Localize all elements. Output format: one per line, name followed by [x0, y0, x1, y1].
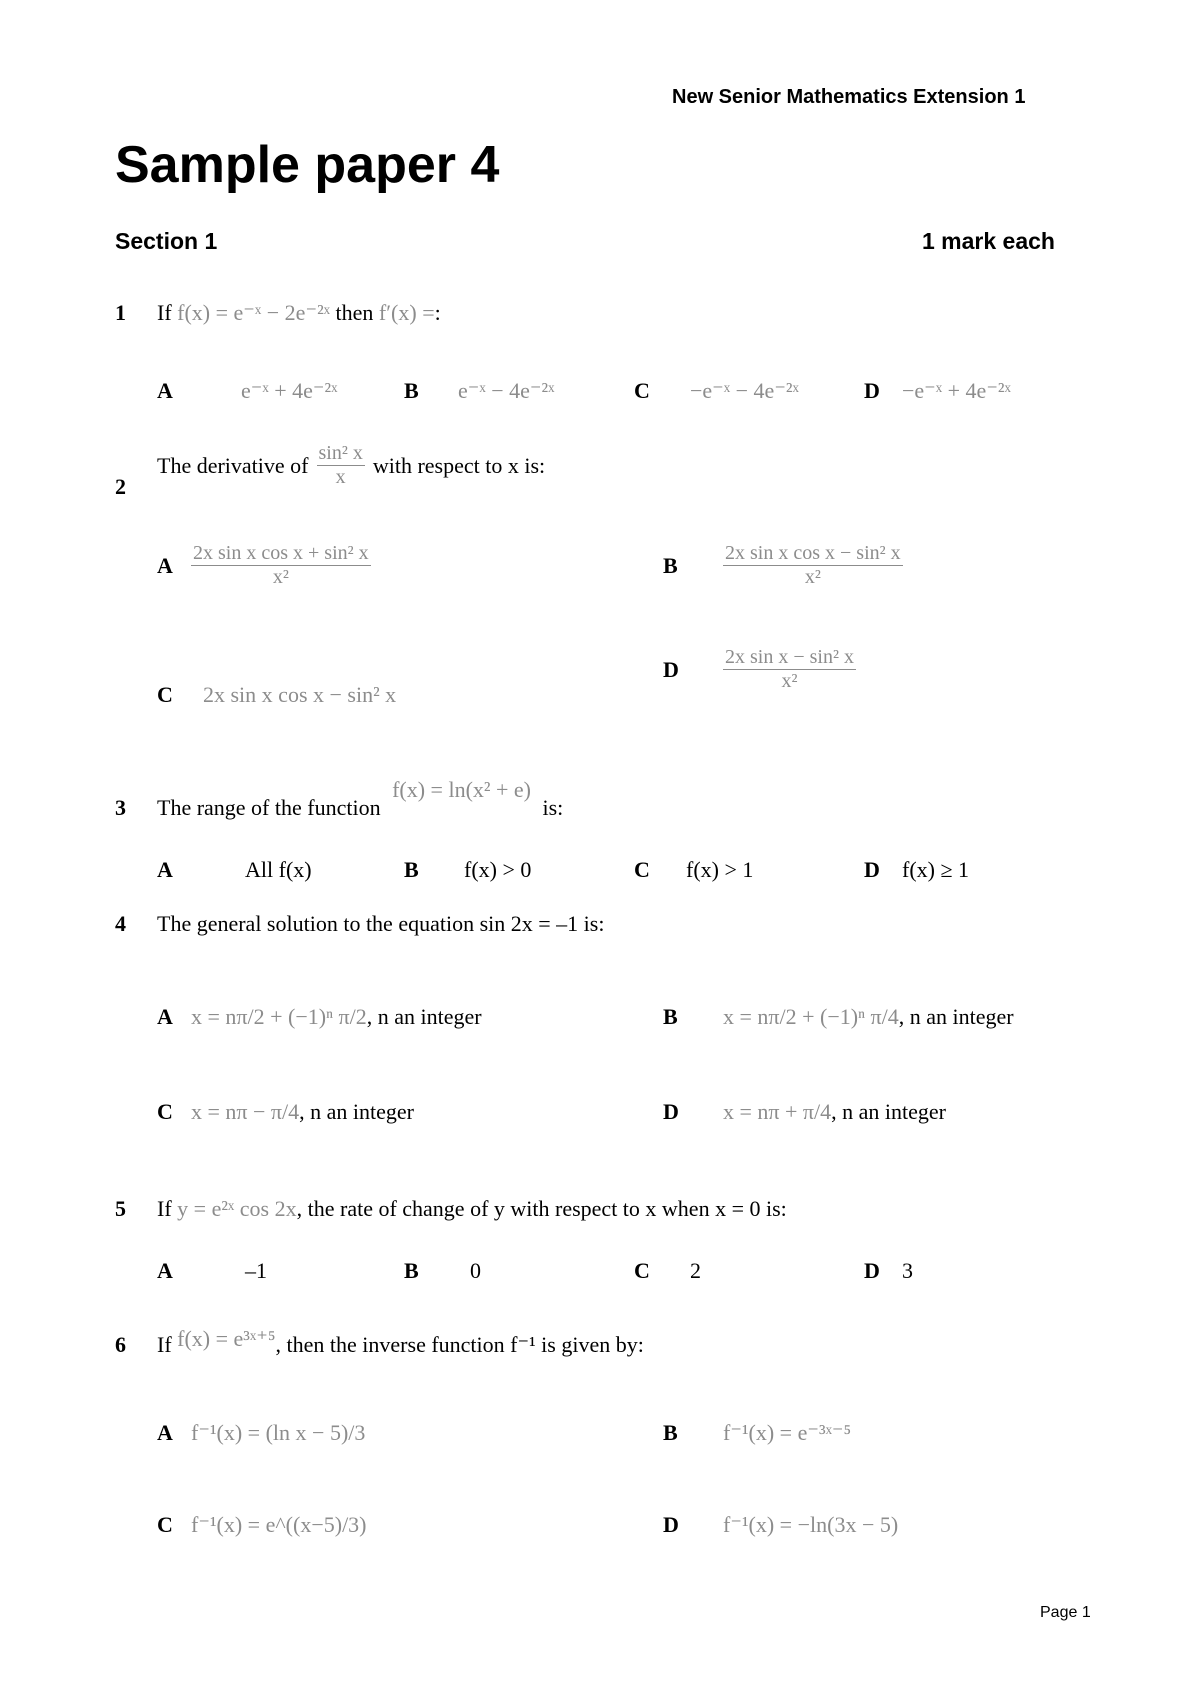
question-number: 5: [115, 1196, 126, 1221]
page-number: Page 1: [1040, 1604, 1091, 1621]
question-number: 4: [115, 911, 126, 936]
question-math: y = e²ˣ cos 2x: [177, 1196, 297, 1221]
option-a: A x = nπ/2 + (−1)ⁿ π/2, n an integer: [157, 1004, 482, 1029]
question-text: The range of the function: [157, 795, 381, 820]
option-c: C x = nπ − π/4, n an integer: [157, 1099, 415, 1124]
option-d: D f⁻¹(x) = −ln(3x − 5): [663, 1512, 899, 1537]
option-b: B 0: [404, 1258, 481, 1283]
option-a: A f⁻¹(x) = (ln x − 5)/3: [157, 1420, 366, 1445]
option-a: A –1: [157, 1258, 267, 1283]
option-c: C 2x sin x cos x − sin² x: [157, 682, 397, 707]
option-text: All f(x): [245, 857, 312, 882]
question-text: If: [157, 1332, 172, 1357]
question-math: f′(x) =: [378, 300, 435, 325]
option-d: D 3: [864, 1258, 913, 1283]
option-a: A All f(x): [157, 857, 312, 882]
question-text: then: [335, 300, 374, 325]
option-math: e⁻ˣ − 4e⁻²ˣ: [458, 378, 555, 403]
option-b: B f(x) > 0: [404, 857, 532, 882]
option-c: C 2: [634, 1258, 701, 1283]
option-a: A e⁻ˣ + 4e⁻²ˣ: [157, 378, 338, 403]
option-math: f⁻¹(x) = e⁻³ˣ⁻⁵: [723, 1420, 852, 1445]
option-d: D x = nπ + π/4, n an integer: [663, 1099, 947, 1124]
option-math: f⁻¹(x) = (ln x − 5)/3: [191, 1420, 366, 1445]
option-fraction: $\frac{\text{2x sin x − sin² x}}{\text{x²}}$: [725, 646, 854, 692]
option-c: C −e⁻ˣ − 4e⁻²ˣ: [634, 378, 799, 403]
question-text: , the rate of change of y with respect to x when x = 0 is:: [296, 1196, 787, 1221]
option-text: 2: [690, 1258, 701, 1283]
option-fraction: $\frac{\text{2x sin x cos x − sin² x}}{\text{x²}}$: [725, 542, 901, 588]
question-number: 2: [115, 474, 126, 499]
option-a: A $\frac{\text{2x sin x cos x + sin² x}}{\text{x²}}$: [157, 542, 369, 588]
option-c: C f(x) > 1: [634, 857, 754, 882]
option-text: f(x) ≥ 1: [902, 857, 970, 882]
option-d: D $\frac{\text{2x sin x − sin² x}}{\text{x²}}$: [663, 646, 854, 692]
question-text: If: [157, 1196, 172, 1221]
question-number: 6: [115, 1332, 126, 1357]
question-math: f(x) = e⁻ˣ − 2e⁻²ˣ: [177, 300, 331, 325]
option-fraction: $\frac{\text{2x sin x cos x + sin² x}}{\text{x²}}$: [193, 542, 369, 588]
question-math: f(x) = e³ˣ⁺⁵: [177, 1326, 276, 1351]
option-math: x = nπ − π/4: [191, 1099, 300, 1124]
option-text: –1: [245, 1258, 267, 1283]
question-text: The derivative of: [157, 452, 309, 478]
option-math: x = nπ + π/4: [723, 1099, 832, 1124]
option-math: e⁻ˣ + 4e⁻²ˣ: [241, 378, 338, 403]
option-math: 2x sin x cos x − sin² x: [203, 682, 397, 707]
option-math: x = nπ/2 + (−1)ⁿ π/2: [191, 1004, 367, 1029]
option-text: 0: [470, 1258, 481, 1283]
question-text: with respect to x is:: [372, 452, 546, 478]
option-text: 3: [902, 1258, 913, 1283]
question-text: The general solution to the equation sin 2x = –1 is:: [157, 911, 605, 936]
option-text: f(x) > 0: [464, 857, 532, 882]
option-d: D f(x) ≥ 1: [864, 857, 970, 882]
option-math: f⁻¹(x) = e^((x−5)/3): [191, 1512, 367, 1537]
question-number: 1: [115, 300, 126, 325]
option-math: −e⁻ˣ − 4e⁻²ˣ: [690, 378, 799, 403]
option-d: D −e⁻ˣ + 4e⁻²ˣ: [864, 378, 1011, 403]
question-text: If: [157, 300, 172, 325]
question-text: , then the inverse function f⁻¹ is given by:: [275, 1332, 644, 1357]
option-text: , n an integer: [366, 1004, 482, 1029]
section-marks: 1 mark each: [922, 228, 1055, 254]
option-b: B e⁻ˣ − 4e⁻²ˣ: [404, 378, 555, 403]
option-text: , n an integer: [299, 1099, 415, 1124]
option-math: −e⁻ˣ + 4e⁻²ˣ: [902, 378, 1011, 403]
option-text: , n an integer: [831, 1099, 947, 1124]
question-number: 3: [115, 795, 126, 820]
option-math: x = nπ/2 + (−1)ⁿ π/4: [723, 1004, 899, 1029]
option-b: B $\frac{\text{2x sin x cos x − sin² x}}{\text{x²}}$: [663, 542, 901, 588]
option-b: B x = nπ/2 + (−1)ⁿ π/4, n an integer: [663, 1004, 1014, 1029]
option-text: f(x) > 1: [686, 857, 754, 882]
option-c: C f⁻¹(x) = e^((x−5)/3): [157, 1512, 367, 1537]
question-text: is:: [542, 795, 564, 820]
page-title: Sample paper 4: [115, 136, 500, 194]
option-text: , n an integer: [898, 1004, 1014, 1029]
option-b: B f⁻¹(x) = e⁻³ˣ⁻⁵: [663, 1420, 852, 1445]
option-math: f⁻¹(x) = −ln(3x − 5): [723, 1512, 899, 1537]
question-fraction: $\frac{\text{sin² x}}{x}$: [318, 442, 363, 488]
question-text: :: [434, 300, 441, 325]
book-title: New Senior Mathematics Extension 1: [672, 86, 1026, 108]
question-math: f(x) = ln(x² + e): [392, 777, 531, 802]
section-label: Section 1: [115, 228, 218, 254]
